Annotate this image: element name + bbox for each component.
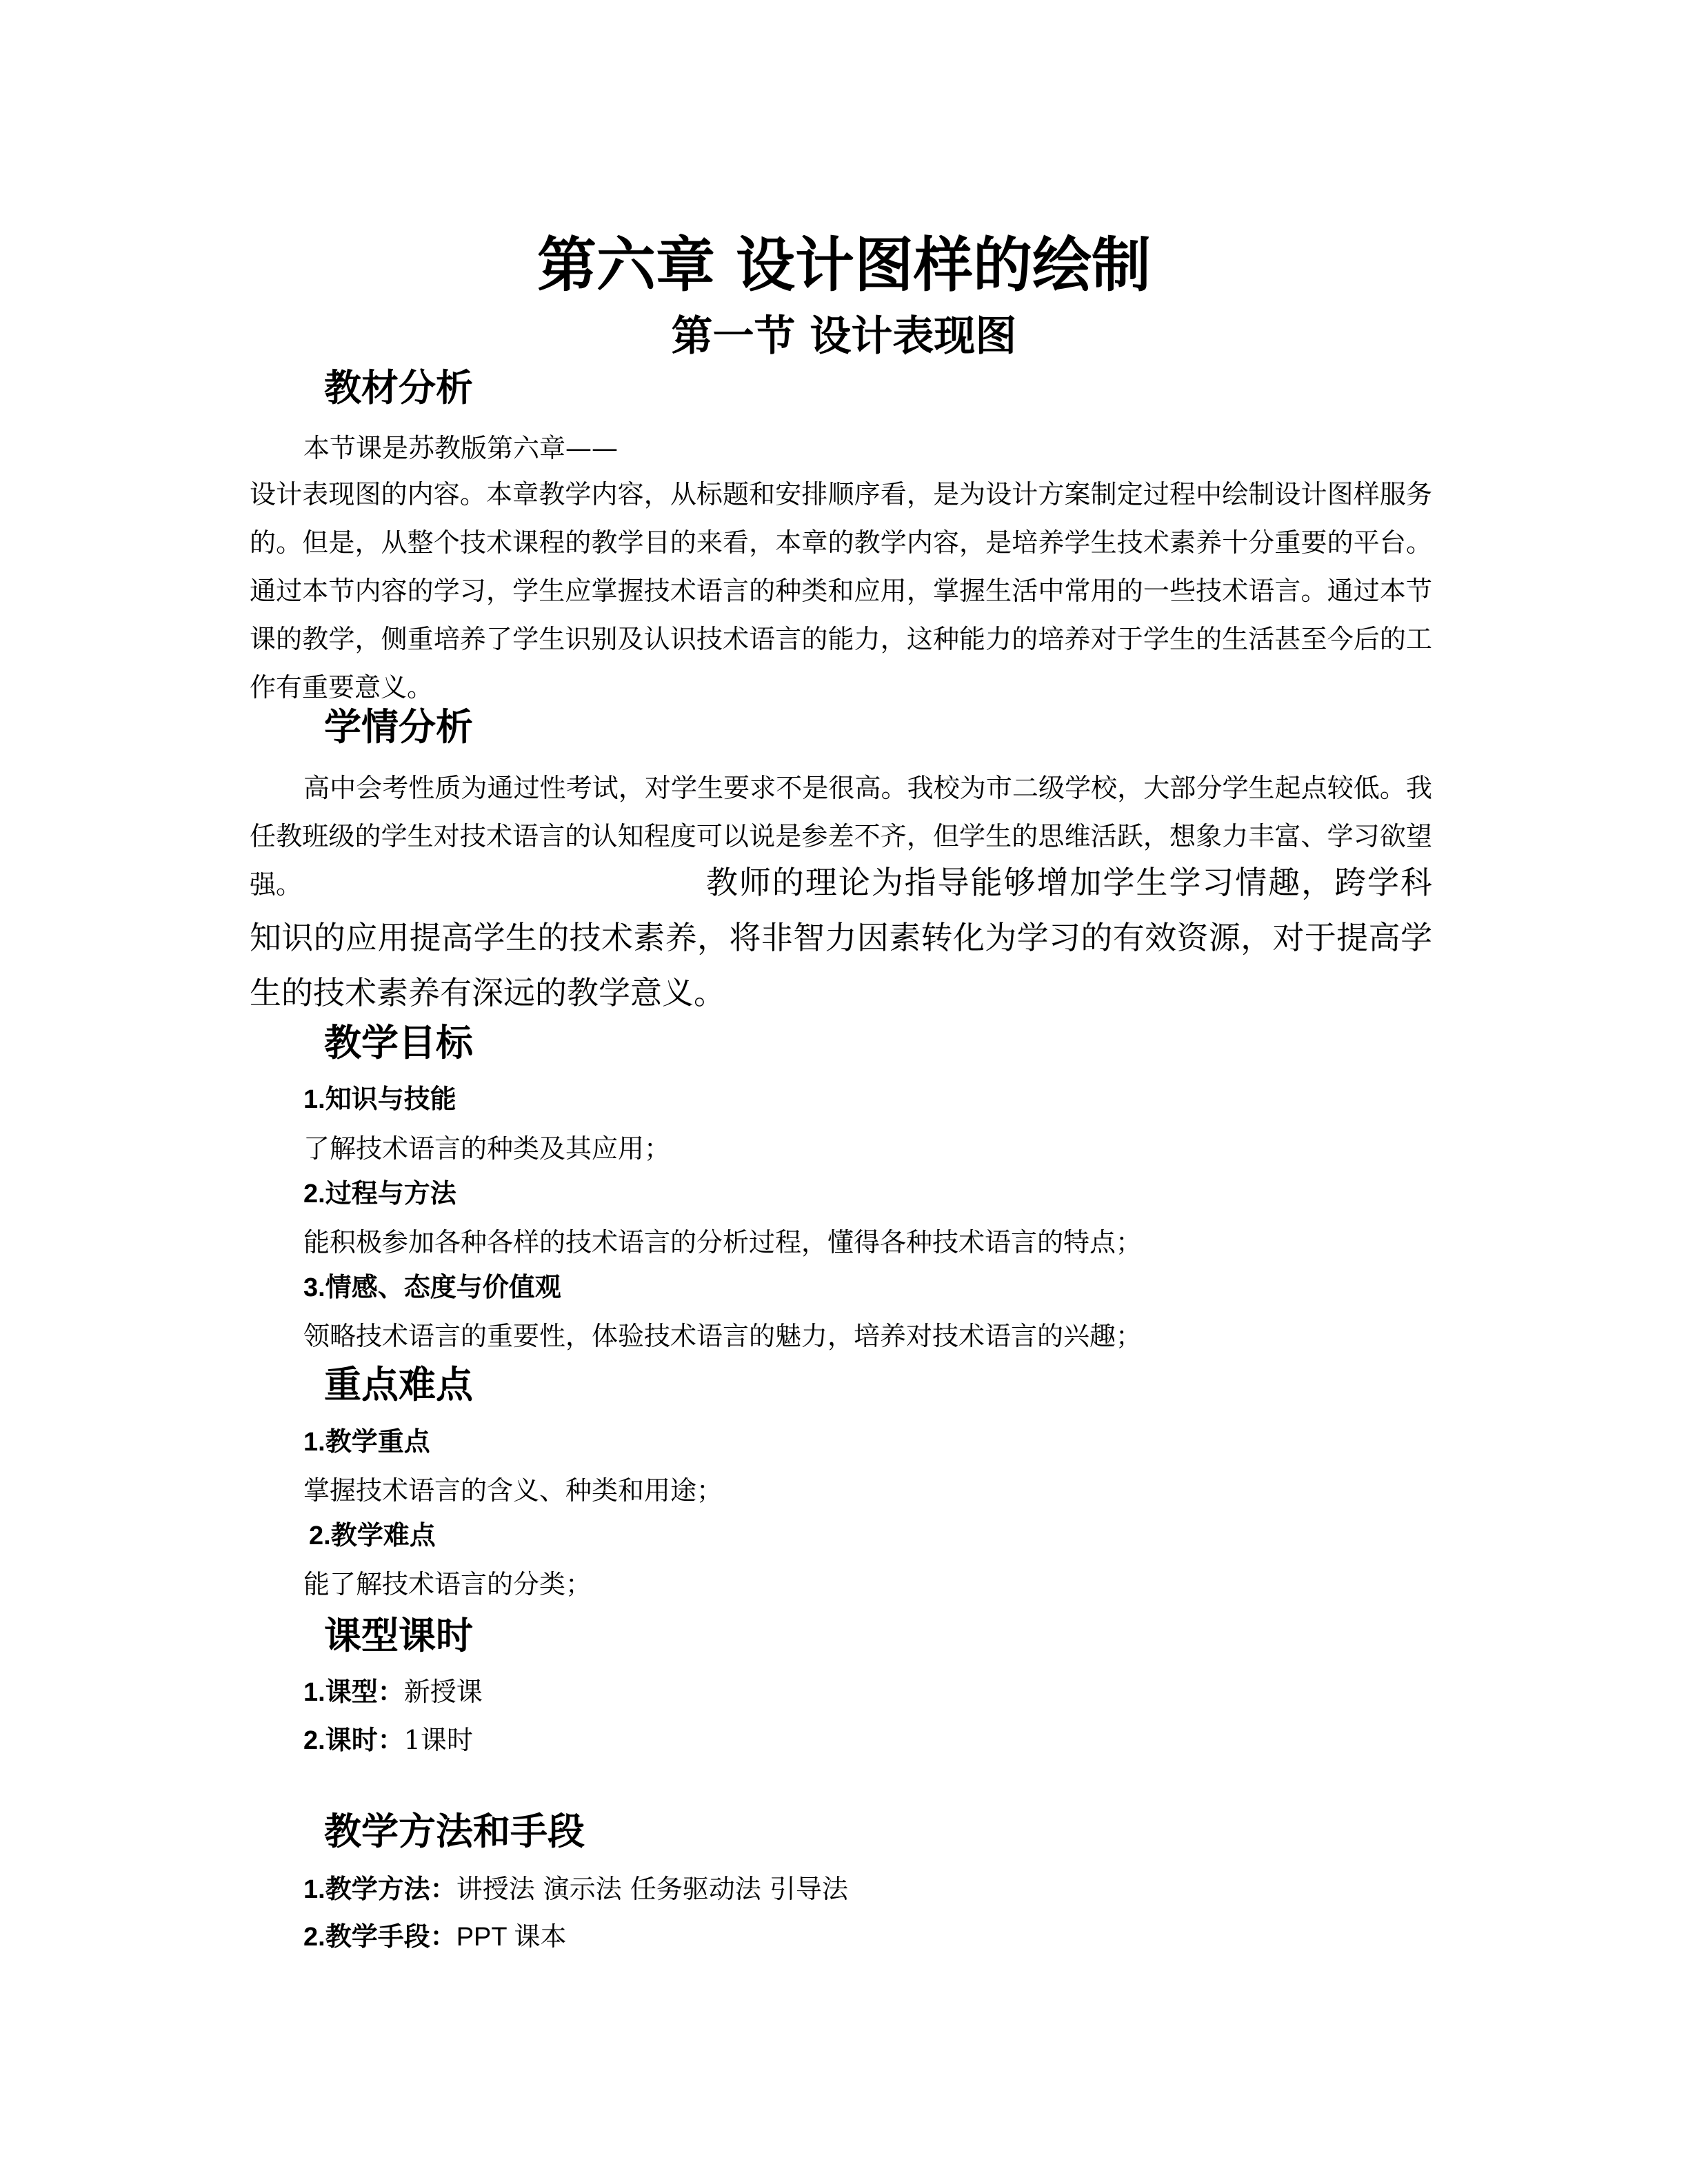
heading-student-analysis: 学情分析: [324, 705, 473, 749]
lesson-hours-label: 2.课时：: [303, 1726, 404, 1755]
lesson-type-label: 1.课型：: [303, 1678, 404, 1707]
heading-material-analysis: 教材分析: [324, 366, 473, 410]
means-row: [303, 1917, 566, 1958]
methods-value: 讲授法 演示法 任务驱动法 引导法: [456, 1874, 848, 1904]
goal-1-label: 1.知识与技能: [303, 1085, 456, 1114]
section-subtitle: 第一节 设计表现图: [671, 312, 1017, 361]
methods-row: [303, 1868, 848, 1910]
goal-1-text: 了解技术语言的种类及其应用；: [303, 1133, 671, 1164]
key-point-2-label: 2.教学难点: [309, 1521, 436, 1550]
lesson-hours-value: 1课时: [403, 1725, 473, 1755]
students-paragraph-a: 高中会考性质为通过性考试，对学生要求不是很高。我校为市二级学校，大部分学生起点较低。我任教班级的学生对技术语言的认知程度可以说是参差不齐，但学生的思维活跃，想象力丰富、学习欲望强。: [250, 773, 1432, 900]
key-point-1-label: 1.教学重点: [303, 1428, 430, 1457]
chapter-title: 第六章 设计图样的绘制: [537, 231, 1151, 300]
key-point-2-text: 能了解技术语言的分类；: [303, 1569, 592, 1599]
key-point-1-text: 掌握技术语言的含义、种类和用途；: [303, 1475, 723, 1506]
heading-teaching-goals: 教学目标: [324, 1021, 473, 1064]
means-value: PPT 课本: [456, 1923, 567, 1952]
lesson-type-value: 新授课: [403, 1677, 483, 1707]
goal-2-label: 2.过程与方法: [303, 1180, 456, 1209]
students-paragraph-b: [250, 855, 1432, 1020]
heading-key-points: 重点难点: [324, 1363, 473, 1406]
goal-3-label: 3.情感、态度与价值观: [303, 1273, 561, 1302]
methods-label: 1.教学方法：: [303, 1875, 456, 1904]
students-paragraph-b-text: 教师的理论为指导能够增加学生学习情趣，跨学科知识的应用提高学生的技术素养，将非智力因素转化为学习的有效资源，对于提高学生的技术素养有深远的教学意义。: [250, 864, 1432, 1011]
goal-2-text: 能积极参加各种各样的技术语言的分析过程，懂得各种技术语言的特点；: [303, 1227, 1143, 1257]
means-label: 2.教学手段：: [303, 1923, 456, 1952]
lesson-type-row: [303, 1671, 483, 1713]
material-paragraph: 设计表现图的内容。本章教学内容，从标题和安排顺序看，是为设计方案制定过程中绘制设计图样服务的。但是，从整个技术课程的教学目的来看，本章的教学内容，是培养学生技术素养十分重要的平台。通过本节内容的学习，学生应掌握技术语言的种类和应用，掌握生活中常用的一些技术语言。通过本节课的教学，侧重培养了学生识别及认识技术语言的能力，这种能力的培养对于学生的生活甚至今后的工作有重要意义。: [250, 479, 1432, 702]
heading-lesson-type: 课型课时: [324, 1614, 473, 1657]
goal-3-text: 领略技术语言的重要性，体验技术语言的魅力，培养对技术语言的兴趣；: [303, 1321, 1143, 1351]
heading-methods: 教学方法和手段: [324, 1810, 585, 1853]
material-first-line: 本节课是苏教版第六章——: [303, 433, 619, 463]
lesson-hours-row: [303, 1719, 473, 1761]
